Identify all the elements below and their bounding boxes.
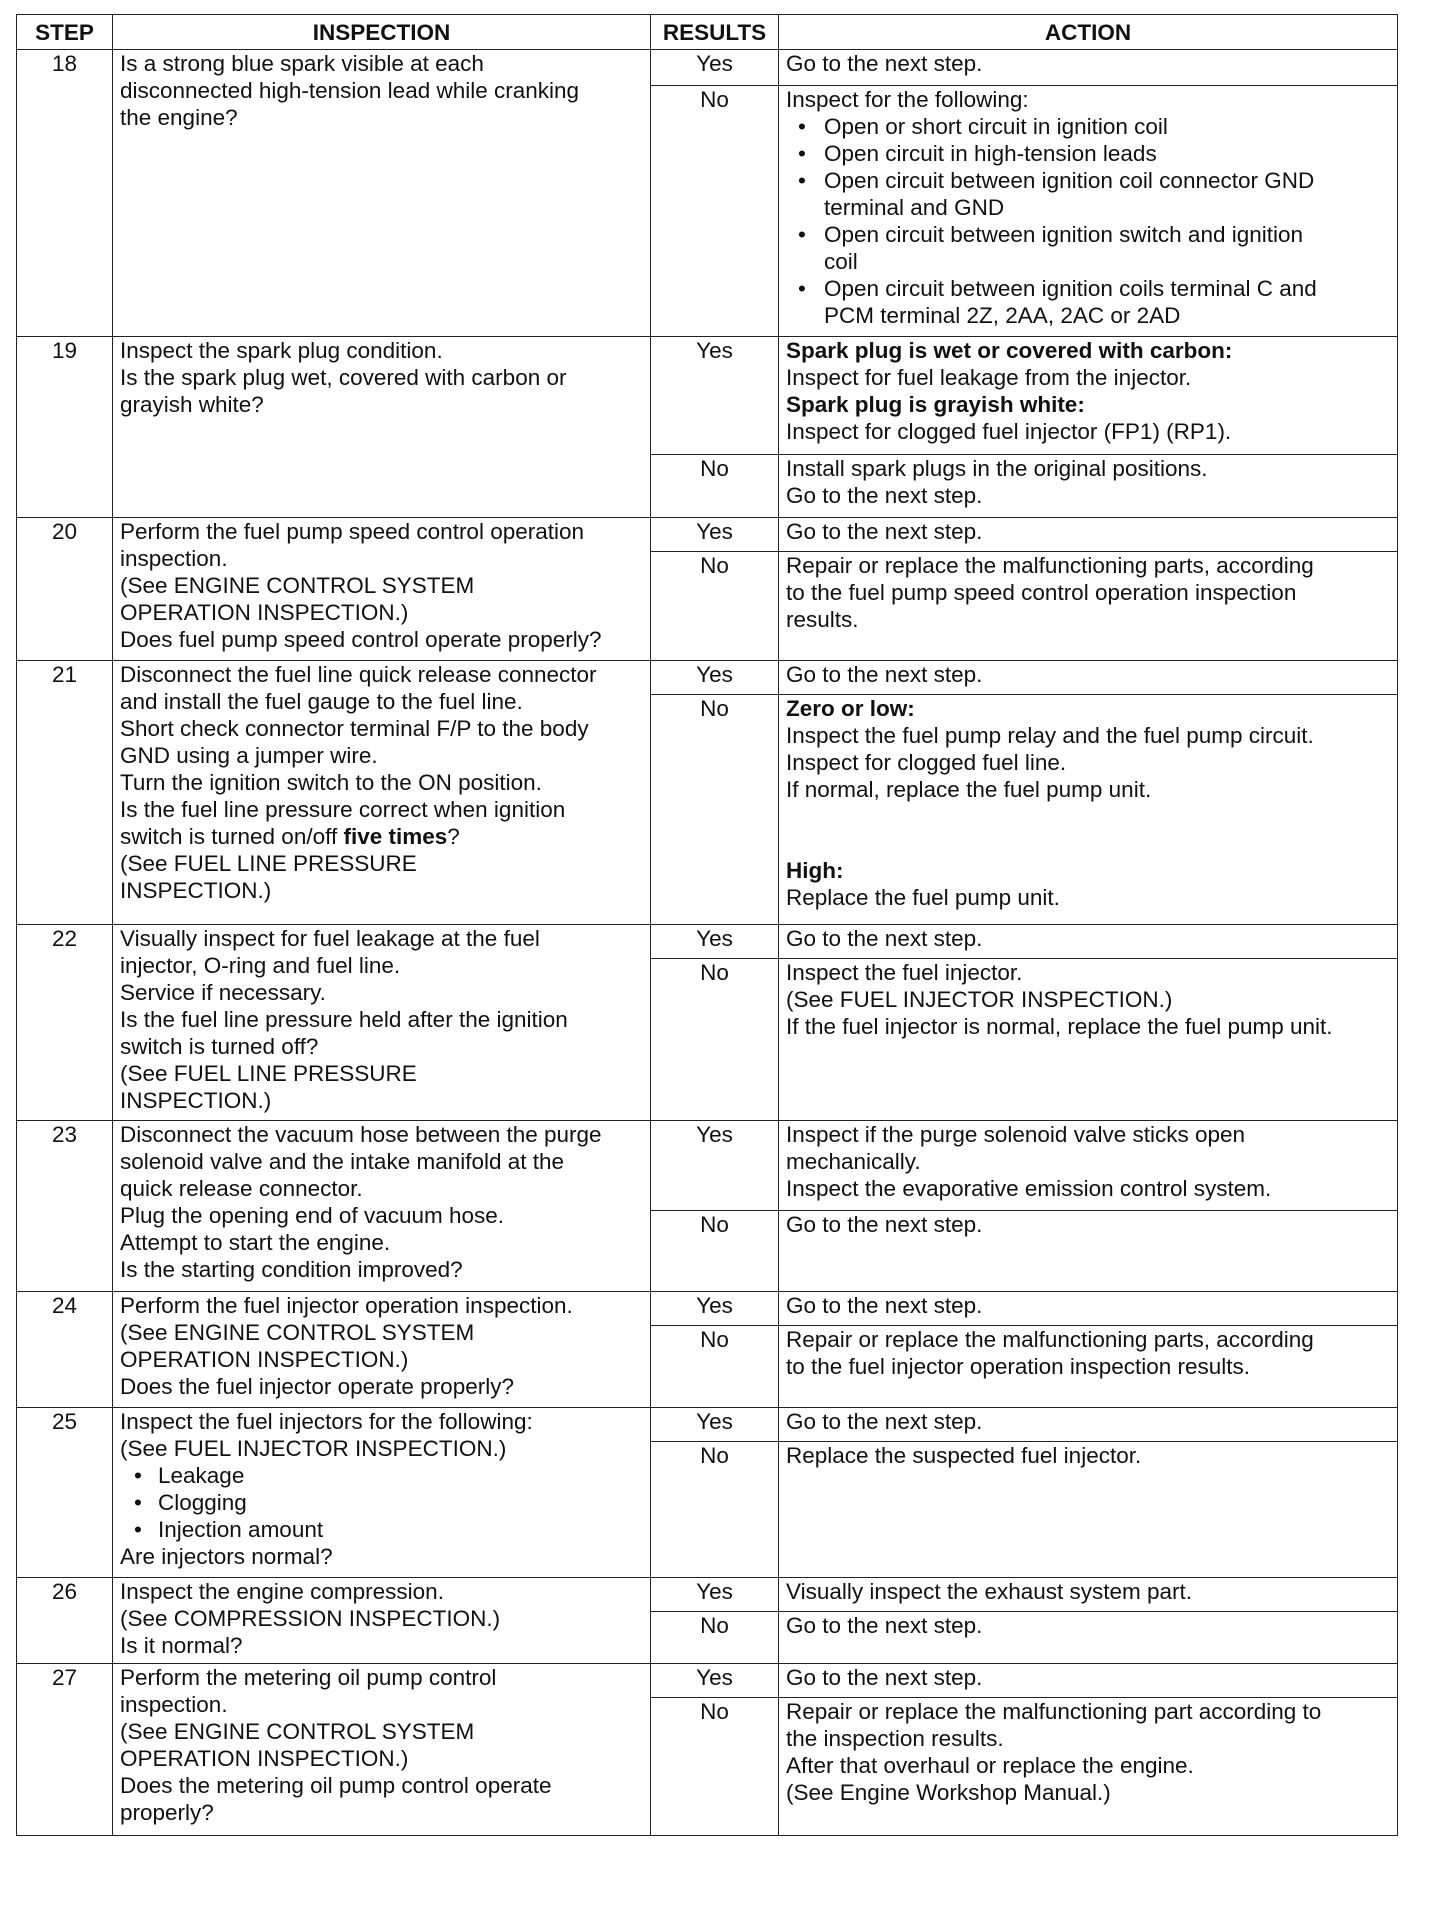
inspection-cell xyxy=(113,1408,651,1578)
result-no: No xyxy=(651,86,779,337)
bullet-text: PCM terminal 2Z, 2AA, 2AC or 2AD xyxy=(824,303,1181,328)
action-yes xyxy=(779,1121,1398,1211)
action-line: Go to the next step. xyxy=(786,483,983,508)
table-row xyxy=(17,1664,1398,1698)
result-yes: Yes xyxy=(651,518,779,552)
action-bullet xyxy=(786,140,1390,167)
table-row xyxy=(17,925,1398,959)
action-line: Visually inspect the exhaust system part. xyxy=(786,1579,1193,1604)
action-line: Install spark plugs in the original positions. xyxy=(786,456,1208,481)
action-yes xyxy=(779,1408,1398,1442)
step-number: 25 xyxy=(17,1408,113,1578)
inspection-question: Does fuel pump speed control operate properly? xyxy=(120,627,602,652)
bullet-text: coil xyxy=(824,249,858,274)
inspection-line: Short check connector terminal F/P to the body xyxy=(120,716,589,741)
action-line: Go to the next step. xyxy=(786,1409,983,1434)
action-yes xyxy=(779,1292,1398,1326)
inspection-question: Is it normal? xyxy=(120,1633,243,1658)
inspection-ref: INSPECTION.) xyxy=(120,878,272,903)
action-yes xyxy=(779,337,1398,455)
inspection-line: quick release connector. xyxy=(120,1176,363,1201)
inspection-ref: (See FUEL LINE PRESSURE xyxy=(120,1061,417,1086)
inspection-question: Are injectors normal? xyxy=(120,1544,333,1569)
bullet-text: terminal and GND xyxy=(824,195,1005,220)
inspection-line: Disconnect the vacuum hose between the purge xyxy=(120,1122,602,1147)
inspection-ref: (See ENGINE CONTROL SYSTEM xyxy=(120,1719,475,1744)
action-line: Inspect for clogged fuel injector (FP1) (RP1). xyxy=(786,419,1232,444)
action-no xyxy=(779,1698,1398,1836)
spacer xyxy=(786,803,1390,857)
inspection-bullet: • Leakage xyxy=(120,1462,643,1489)
result-no: No xyxy=(651,695,779,925)
action-line: If the fuel injector is normal, replace the fuel pump unit. xyxy=(786,1014,1333,1039)
inspection-line: Turn the ignition switch to the ON position. xyxy=(120,770,542,795)
result-yes: Yes xyxy=(651,50,779,86)
result-yes: Yes xyxy=(651,925,779,959)
inspection-line: Inspect the engine compression. xyxy=(120,1579,444,1604)
step-number: 22 xyxy=(17,925,113,1121)
action-line: Repair or replace the malfunctioning part according to xyxy=(786,1699,1322,1724)
result-no: No xyxy=(651,455,779,518)
action-line: to the fuel injector operation inspection results. xyxy=(786,1354,1251,1379)
inspection-line: disconnected high-tension lead while cranking xyxy=(120,78,580,103)
table-row xyxy=(17,337,1398,455)
action-no xyxy=(779,695,1398,925)
inspection-line: and install the fuel gauge to the fuel line. xyxy=(120,689,523,714)
action-no xyxy=(779,1442,1398,1578)
inspection-line: Attempt to start the engine. xyxy=(120,1230,391,1255)
inspection-line: Is a strong blue spark visible at each xyxy=(120,51,484,76)
inspection-bullet: • Injection amount xyxy=(120,1516,643,1543)
step-number: 23 xyxy=(17,1121,113,1292)
inspection-line: grayish white? xyxy=(120,392,264,417)
result-yes: Yes xyxy=(651,1578,779,1612)
action-line: Inspect for fuel leakage from the injector. xyxy=(786,365,1192,390)
inspection-cell xyxy=(113,518,651,661)
inspection-cell xyxy=(113,1292,651,1408)
inspection-line: GND using a jumper wire. xyxy=(120,743,378,768)
header-step: STEP xyxy=(17,15,113,50)
action-line: Inspect the evaporative emission control system. xyxy=(786,1176,1272,1201)
action-line: After that overhaul or replace the engine. xyxy=(786,1753,1194,1778)
result-yes: Yes xyxy=(651,661,779,695)
troubleshooting-table xyxy=(16,14,1398,1836)
inspection-cell xyxy=(113,1121,651,1292)
inspection-cell xyxy=(113,1664,651,1836)
action-line: (See Engine Workshop Manual.) xyxy=(786,1780,1111,1805)
inspection-line: Perform the fuel pump speed control operation xyxy=(120,519,585,544)
inspection-line: Perform the metering oil pump control xyxy=(120,1665,497,1690)
inspection-question: properly? xyxy=(120,1800,214,1825)
question-text: switch is turned on/off xyxy=(120,824,344,849)
action-yes xyxy=(779,1664,1398,1698)
action-bullet xyxy=(786,167,1390,221)
action-line: Repair or replace the malfunctioning parts, according xyxy=(786,1327,1314,1352)
action-heading: Spark plug is wet or covered with carbon: xyxy=(786,338,1233,363)
result-no: No xyxy=(651,1326,779,1408)
action-line: the inspection results. xyxy=(786,1726,1004,1751)
question-text: ? xyxy=(447,824,460,849)
action-line: If normal, replace the fuel pump unit. xyxy=(786,777,1152,802)
inspection-ref: OPERATION INSPECTION.) xyxy=(120,600,409,625)
action-heading: High: xyxy=(786,858,844,883)
result-no: No xyxy=(651,1612,779,1664)
action-line: Inspect for clogged fuel line. xyxy=(786,750,1067,775)
step-number: 27 xyxy=(17,1664,113,1836)
bullet-text: • Open circuit between ignition coil connector GND xyxy=(824,168,1315,193)
header-inspection: INSPECTION xyxy=(113,15,651,50)
action-yes xyxy=(779,1578,1398,1612)
step-number: 26 xyxy=(17,1578,113,1664)
action-yes xyxy=(779,661,1398,695)
action-yes xyxy=(779,50,1398,86)
result-no: No xyxy=(651,1211,779,1292)
table-row xyxy=(17,1408,1398,1442)
inspection-cell xyxy=(113,50,651,337)
result-yes: Yes xyxy=(651,1664,779,1698)
action-line: Go to the next step. xyxy=(786,1212,983,1237)
inspection-ref: (See FUEL LINE PRESSURE xyxy=(120,851,417,876)
table-row xyxy=(17,518,1398,552)
action-no xyxy=(779,1211,1398,1292)
result-no: No xyxy=(651,1698,779,1836)
bullet-text: • Open circuit in high-tension leads xyxy=(824,141,1157,166)
step-number: 21 xyxy=(17,661,113,925)
step-number: 20 xyxy=(17,518,113,661)
action-line: Go to the next step. xyxy=(786,1665,983,1690)
table-row xyxy=(17,1292,1398,1326)
result-yes: Yes xyxy=(651,1121,779,1211)
inspection-question xyxy=(120,823,643,850)
inspection-line: inspection. xyxy=(120,546,228,571)
bullet-text: • Open circuit between ignition switch and ignition xyxy=(824,222,1304,247)
action-line: Go to the next step. xyxy=(786,662,983,687)
inspection-ref: (See ENGINE CONTROL SYSTEM xyxy=(120,573,475,598)
inspection-line: Is the starting condition improved? xyxy=(120,1257,463,1282)
action-line: Inspect if the purge solenoid valve sticks open xyxy=(786,1122,1246,1147)
action-line: (See FUEL INJECTOR INSPECTION.) xyxy=(786,987,1173,1012)
action-line: Replace the fuel pump unit. xyxy=(786,885,1060,910)
result-no: No xyxy=(651,1442,779,1578)
action-line: Inspect the fuel injector. xyxy=(786,960,1023,985)
step-number: 19 xyxy=(17,337,113,518)
inspection-cell xyxy=(113,925,651,1121)
action-no xyxy=(779,552,1398,661)
step-number: 18 xyxy=(17,50,113,337)
table-row xyxy=(17,1121,1398,1211)
result-no: No xyxy=(651,959,779,1121)
inspection-cell xyxy=(113,1578,651,1664)
header-action: ACTION xyxy=(779,15,1398,50)
inspection-question: Does the metering oil pump control operate xyxy=(120,1773,552,1798)
action-line: Replace the suspected fuel injector. xyxy=(786,1443,1142,1468)
inspection-line: Plug the opening end of vacuum hose. xyxy=(120,1203,505,1228)
inspection-line: injector, O-ring and fuel line. xyxy=(120,953,401,978)
result-no: No xyxy=(651,552,779,661)
inspection-line: Is the spark plug wet, covered with carbon or xyxy=(120,365,567,390)
action-line: Go to the next step. xyxy=(786,1613,983,1638)
bullet-text: • Open circuit between ignition coils terminal C and xyxy=(824,276,1317,301)
action-no xyxy=(779,959,1398,1121)
inspection-ref: OPERATION INSPECTION.) xyxy=(120,1746,409,1771)
inspection-line: Inspect the fuel injectors for the following: xyxy=(120,1409,533,1434)
action-bullet xyxy=(786,113,1390,140)
inspection-cell xyxy=(113,661,651,925)
inspection-line: Inspect the spark plug condition. xyxy=(120,338,443,363)
action-heading: Zero or low: xyxy=(786,696,915,721)
inspection-ref: OPERATION INSPECTION.) xyxy=(120,1347,409,1372)
table-row xyxy=(17,50,1398,86)
header-results: RESULTS xyxy=(651,15,779,50)
action-bullet xyxy=(786,221,1390,275)
inspection-question: Does the fuel injector operate properly? xyxy=(120,1374,514,1399)
action-no xyxy=(779,1326,1398,1408)
inspection-line: Visually inspect for fuel leakage at the fuel xyxy=(120,926,540,951)
action-line: Go to the next step. xyxy=(786,1293,983,1318)
inspection-line: Disconnect the fuel line quick release connector xyxy=(120,662,597,687)
action-line: Inspect the fuel pump relay and the fuel pump circuit. xyxy=(786,723,1314,748)
action-no xyxy=(779,455,1398,518)
result-yes: Yes xyxy=(651,1408,779,1442)
inspection-line: Is the fuel line pressure held after the ignition xyxy=(120,1007,568,1032)
action-line: to the fuel pump speed control operation inspection xyxy=(786,580,1297,605)
action-no xyxy=(779,1612,1398,1664)
inspection-cell xyxy=(113,337,651,518)
action-line: results. xyxy=(786,607,859,632)
inspection-ref: INSPECTION.) xyxy=(120,1088,272,1113)
action-line: Go to the next step. xyxy=(786,519,983,544)
table-row xyxy=(17,661,1398,695)
inspection-line: the engine? xyxy=(120,105,238,130)
step-number: 24 xyxy=(17,1292,113,1408)
inspection-line: switch is turned off? xyxy=(120,1034,319,1059)
action-no xyxy=(779,86,1398,337)
inspection-line: Perform the fuel injector operation inspection. xyxy=(120,1293,573,1318)
inspection-line: solenoid valve and the intake manifold at the xyxy=(120,1149,565,1174)
inspection-line: inspection. xyxy=(120,1692,228,1717)
table-row xyxy=(17,1578,1398,1612)
inspection-bullet: • Clogging xyxy=(120,1489,643,1516)
action-line: Go to the next step. xyxy=(786,51,983,76)
inspection-line: (See FUEL INJECTOR INSPECTION.) xyxy=(120,1436,507,1461)
action-line: Repair or replace the malfunctioning parts, according xyxy=(786,553,1314,578)
question-emphasis: five times xyxy=(343,824,448,849)
inspection-ref: (See ENGINE CONTROL SYSTEM xyxy=(120,1320,475,1345)
header-row xyxy=(17,15,1398,50)
action-yes xyxy=(779,518,1398,552)
result-yes: Yes xyxy=(651,337,779,455)
action-line: mechanically. xyxy=(786,1149,921,1174)
action-bullet xyxy=(786,275,1390,329)
inspection-line: Service if necessary. xyxy=(120,980,326,1005)
action-line: Inspect for the following: xyxy=(786,87,1029,112)
inspection-ref: (See COMPRESSION INSPECTION.) xyxy=(120,1606,501,1631)
action-yes xyxy=(779,925,1398,959)
bullet-text: • Open or short circuit in ignition coil xyxy=(824,114,1168,139)
action-line: Go to the next step. xyxy=(786,926,983,951)
inspection-line: Is the fuel line pressure correct when ignition xyxy=(120,797,566,822)
result-yes: Yes xyxy=(651,1292,779,1326)
action-heading: Spark plug is grayish white: xyxy=(786,392,1085,417)
